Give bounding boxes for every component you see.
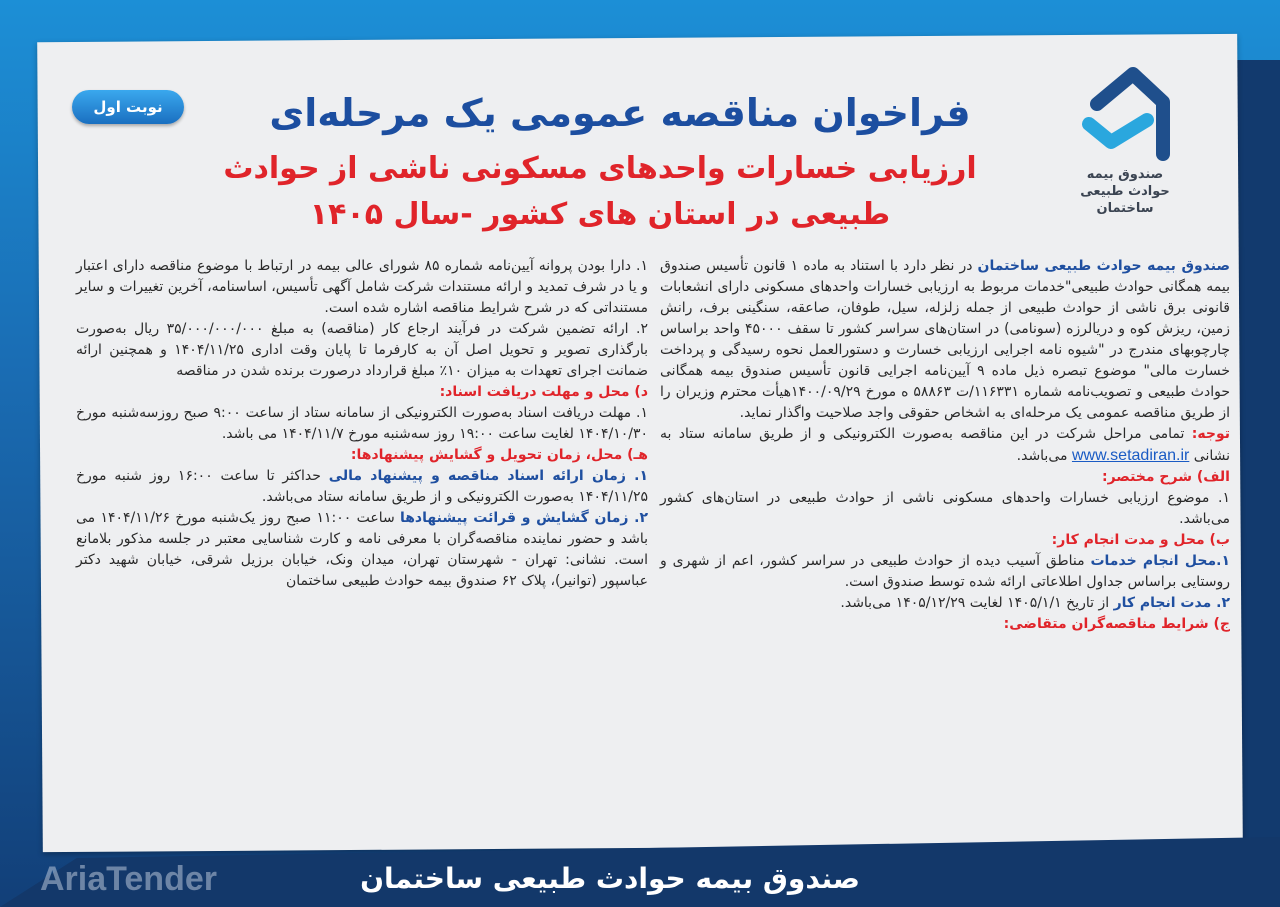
logo-text-1: صندوق بیمه <box>1086 167 1164 182</box>
org-logo <box>1065 62 1185 217</box>
subtitle-line-2: طبیعی در استان های کشور -سال ۱۴۰۵ <box>309 197 891 232</box>
section-d-item-1: ۱. مهلت دریافت اسناد به‌صورت الکترونیکی از سامانه ستاد از ساعت ۹:۰۰ صبح روزسه‌شنبه مورخ ۱۴۰۴/۱۰/۳۰ لغایت ساعت ۱۹:۰۰ روز سه‌شنبه مورخ ۱۴۰۴/۱۱/۷ می باشد. <box>76 405 648 442</box>
note-end: می‌باشد. <box>1016 448 1072 464</box>
note-text: تمامی مراحل شرکت در این مناقصه به‌صورت الکترونیکی و از طریق سامانه ستاد به نشانی <box>660 426 1230 464</box>
section-a-item-1: ۱. موضوع ارزیابی خسارات واحدهای مسکونی ناشی از حوادث طبیعی در استان‌های کشور می‌باشد. <box>660 490 1230 527</box>
section-c-heading: ج) شرایط مناقصه‌گران متقاضی: <box>1003 616 1230 632</box>
e1-text: حداکثر تا ساعت ۱۶:۰۰ روز شنبه مورخ ۱۴۰۴/۱۱/۲۵ به‌صورت الکترونیکی و از طریق سامانه ستاد می‌باشد. <box>76 468 648 505</box>
house-check-icon <box>1075 62 1175 162</box>
right-column <box>660 256 1230 635</box>
section-e-heading: هـ) محل، زمان تحویل و گشایش پیشنهادها: <box>350 447 648 463</box>
footer-org-name: صندوق بیمه حوادث طبیعی ساختمان <box>360 862 860 895</box>
logo-text-2: حوادث طبیعی <box>1080 184 1170 199</box>
left-column <box>76 256 648 592</box>
note-label: توجه: <box>1191 426 1230 442</box>
setadiran-link[interactable]: www.setadiran.ir <box>1071 447 1190 464</box>
b1-text: مناطق آسیب دیده از حوادث طبیعی در سراسر کشور، اعم از شهری و روستایی براساس جداول اطلاعاتی ارائه شده توسط صندوق است. <box>660 553 1230 590</box>
round-badge: نوبت اول <box>72 90 184 124</box>
section-a-heading: الف) شرح مختصر: <box>1101 469 1230 485</box>
section-b-item-1 <box>660 551 1230 593</box>
subtitle-line-1: ارزیابی خسارات واحدهای مسکونی ناشی از حوادث <box>223 151 977 186</box>
note-paragraph <box>660 424 1230 467</box>
page-title: فراخوان مناقصه عمومی یک مرحله‌ای <box>269 91 971 135</box>
section-b-item-2 <box>660 593 1230 614</box>
logo-text-3: ساختمان <box>1096 201 1154 216</box>
section-e-item-1 <box>76 466 648 508</box>
e1-lead: ۱. زمان ارائه اسناد مناقصه و پیشنهاد مالی <box>328 468 648 484</box>
e2-lead: ۲. زمان گشایش و قرائت پیشنهادها <box>399 510 648 526</box>
b1-lead: ۱.محل انجام خدمات <box>1090 553 1230 569</box>
intro-text: در نظر دارد با استناد به ماده ۱ قانون تأسیس صندوق بیمه همگانی حوادث طبیعی"خدمات مربوط به ارزیابی خسارات واحدهای مسکونی دارای انشعابات قانونی برق ناشی از حوادث طبیعی از جمله زلزله، سیل، طوفان، صاعقه، سنگینی برف، رانش زمین، ریزش کوه و دریالرزه (سونامی) در استان‌های سراسر کشور تا سقف ۴۵۰۰۰ واحد براساس چارچوبهای مندرج در "شیوه نامه اجرایی ارزیابی خسارت و دستورالعمل نحوه رسیدگی و پرداخت خسارت مالی" موضوع تبصره ذیل ماده ۹ آیین‌نامه اجرایی قانون تأسیس صندوق بیمه همگانی حوادث طبیعی و تصویب‌نامه شماره ۱۱۶۳۳۱/ت ۵۸۸۶۳ ه مورخ ۱۴۰۰/۰۹/۲۹هیأت محترم وزیران را از طریق مناقصه عمومی یک مرحله‌ای به اشخاص حقوقی واجد صلاحیت واگذار نماید. <box>660 258 1230 421</box>
watermark: AriaTender <box>40 860 217 898</box>
intro-lead: صندوق بیمه حوادث طبیعی ساختمان <box>977 258 1230 274</box>
b2-lead: ۲. مدت انجام کار <box>1113 595 1230 611</box>
section-e-item-2 <box>76 508 648 592</box>
e2-text: ساعت ۱۱:۰۰ صبح روز یک‌شنبه مورخ ۱۴۰۴/۱۱/۲۶ می باشد و حضور نماینده مناقصه‌گران با معرفی نامه و کارت شناسایی معتبر در جلسه مذکور بلامانع است. نشانی: تهران - شهرستان تهران، میدان ونک، خیابان برزیل شرقی، خیابان شهید دکتر عباسپور (توانیر)، پلاک ۶۲ صندوق بیمه حوادث طبیعی ساختمان <box>76 510 648 589</box>
section-c-item-2: ۲. ارائه تضمین شرکت در فرآیند ارجاع کار (مناقصه) به مبلغ ۳۵/۰۰۰/۰۰۰/۰۰۰ ریال به‌صورت بارگذاری تصویر و تحویل اصل آن به کارفرما تا پایان وقت اداری ۱۴۰۴/۱۱/۲۵ و همچنین ارائه ضمانت اجرای تعهدات به میزان ۱۰٪ مبلغ قرارداد درصورت برنده شدن در مناقصه <box>76 321 648 379</box>
section-c-item-1: ۱. دارا بودن پروانه آیین‌نامه شماره ۸۵ شورای عالی بیمه در ارتباط با موضوع مناقصه دارای اعتبار و یا در شرف تمدید و ارائه مستندات شرکت شامل آگهی تأسیس، اساسنامه، آخرین تغییرات و سایر مستنداتی که در شرح شرایط مناقصه اشاره شده است. <box>76 258 649 316</box>
page-subtitle <box>150 146 1050 238</box>
section-b-heading: ب) محل و مدت انجام کار: <box>1051 532 1230 548</box>
b2-text: از تاریخ ۱۴۰۵/۱/۱ لغایت ۱۴۰۵/۱۲/۲۹ می‌باشد. <box>840 595 1114 611</box>
section-d-heading: د) محل و مهلت دریافت اسناد: <box>439 384 648 400</box>
intro-paragraph <box>660 256 1230 424</box>
